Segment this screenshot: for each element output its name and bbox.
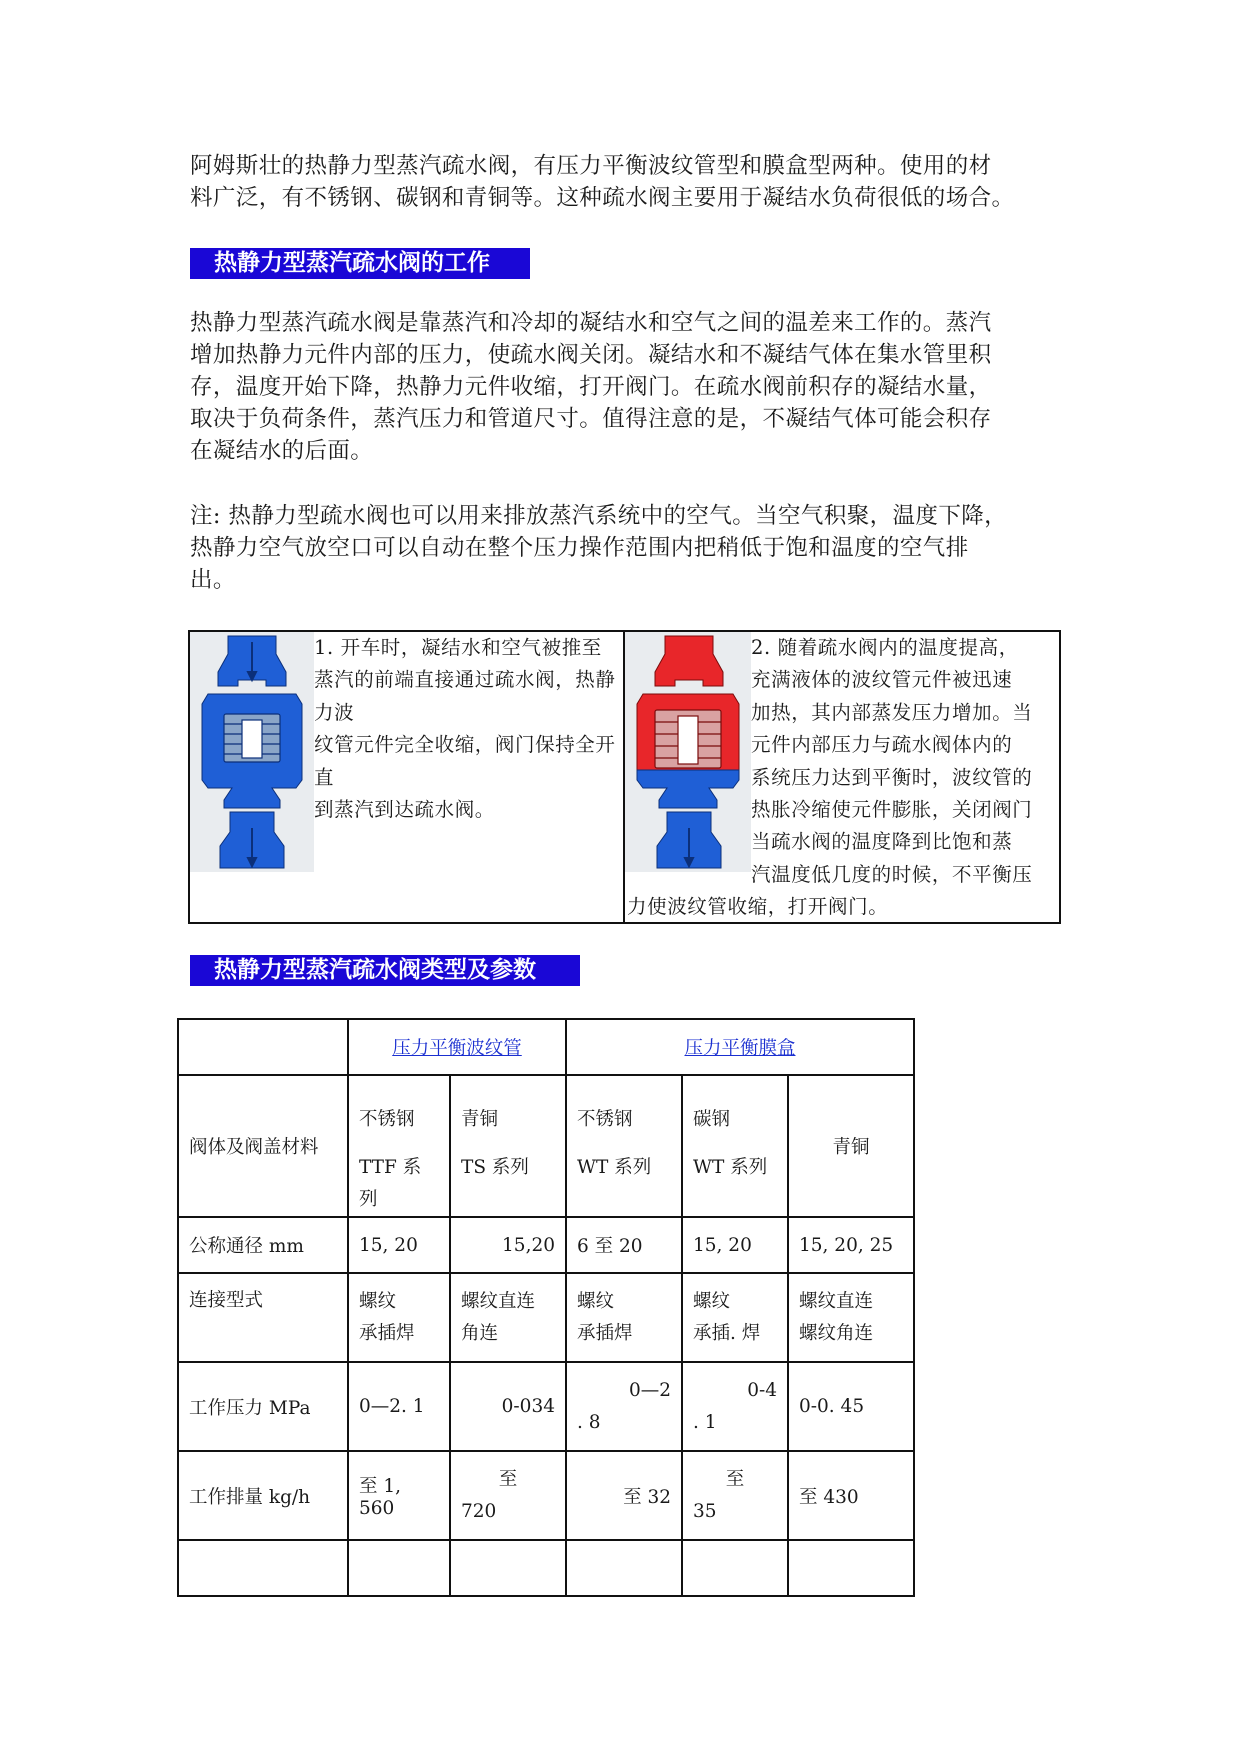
- table-cell: [566, 1362, 682, 1451]
- table-row: [178, 1019, 914, 1075]
- material-cell: 青铜: [788, 1075, 914, 1217]
- empty-cell: [788, 1540, 914, 1596]
- cell-line: 720: [461, 1500, 497, 1522]
- table-row: [178, 1451, 914, 1540]
- right-line: 汽温度低几度的时候，不平衡压: [751, 862, 1033, 886]
- bellows-expanded: [655, 710, 721, 768]
- note-paragraph: [190, 500, 1060, 596]
- row-label: 工作压力 MPa: [178, 1362, 348, 1451]
- cell-line: 螺纹: [577, 1291, 615, 1312]
- row-label: 阀体及阀盖材料: [178, 1075, 348, 1217]
- cell-line: 0-4: [747, 1379, 777, 1401]
- right-line: 热胀冷缩使元件膨胀，关闭阀门: [751, 798, 1033, 822]
- group-header-capsule: [566, 1019, 914, 1075]
- table-cell: 0-034: [450, 1362, 566, 1451]
- table-cell: 6 至 20: [566, 1217, 682, 1273]
- left-line: 到蒸汽到达疏水阀。: [314, 798, 495, 822]
- left-line: 1. 开车时，凝结水和空气被推至: [314, 636, 602, 659]
- row-label: 连接型式: [178, 1273, 348, 1362]
- cell-line: 螺纹: [693, 1291, 731, 1312]
- right-line: 加热，其内部蒸发压力增加。当: [751, 700, 1033, 724]
- body-line: 存，温度开始下降，热静力元件收缩，打开阀门。在疏水阀前积存的凝结水量，: [190, 374, 992, 400]
- illustration-text-left: [314, 632, 620, 826]
- empty-cell: [682, 1540, 788, 1596]
- cell-line: 螺纹直连: [461, 1291, 536, 1312]
- body-line: 在凝结水的后面。: [190, 438, 374, 464]
- intro-line: 阿姆斯壮的热静力型蒸汽疏水阀，有压力平衡波纹管型和膜盒型两种。使用的材: [190, 153, 992, 179]
- bellows-link[interactable]: 压力平衡波纹管: [392, 1038, 522, 1059]
- cell-line: 35: [693, 1500, 717, 1522]
- table-cell: [788, 1273, 914, 1362]
- cell-line: . 1: [693, 1411, 717, 1433]
- cell-line: 承插焊: [359, 1323, 415, 1344]
- table-row: [178, 1217, 914, 1273]
- material-cell: [348, 1075, 450, 1217]
- body-line: 取决于负荷条件，蒸汽压力和管道尺寸。值得注意的是，不凝结气体可能会积存: [190, 406, 992, 432]
- left-line: 蒸汽的前端直接通过疏水阀，热静力波: [314, 668, 616, 724]
- bellows-element: [224, 714, 280, 762]
- cell-line: 角连: [461, 1323, 499, 1344]
- group-header-bellows: [348, 1019, 566, 1075]
- material-name: 不锈钢: [577, 1109, 633, 1130]
- table-cell: 15, 20: [682, 1217, 788, 1273]
- empty-cell: [178, 1540, 348, 1596]
- table-cell: 至 32: [566, 1451, 682, 1540]
- capsule-link[interactable]: 压力平衡膜盒: [684, 1038, 796, 1059]
- table-cell: 15,20: [450, 1217, 566, 1273]
- series-name: WT 系列: [577, 1157, 652, 1178]
- table-cell: 至 430: [788, 1451, 914, 1540]
- right-line: 力使波纹管收缩，打开阀门。: [627, 895, 889, 918]
- table-cell: 至 1, 560: [348, 1451, 450, 1540]
- right-line: 元件内部压力与疏水阀体内的: [751, 733, 1013, 757]
- illustration-table: [188, 630, 1061, 924]
- intro-paragraph: [190, 150, 1060, 214]
- note-line: 出。: [190, 567, 236, 593]
- note-line: 热静力空气放空口可以自动在整个压力操作范围内把稍低于饱和温度的空气排: [190, 535, 969, 561]
- section-heading-working: 热静力型蒸汽疏水阀的工作: [190, 248, 530, 279]
- series-name: TS 系列: [461, 1157, 529, 1178]
- left-line: 纹管元件完全收缩，阀门保持全开直: [314, 733, 616, 789]
- table-cell: [348, 1273, 450, 1362]
- table-row: [178, 1362, 914, 1451]
- right-line: 当疏水阀的温度降到比饱和蒸: [751, 830, 1013, 854]
- section-heading-types: 热静力型蒸汽疏水阀类型及参数: [190, 955, 580, 986]
- body-line: 热静力型蒸汽疏水阀是靠蒸汽和冷却的凝结水和空气之间的温差来工作的。蒸汽: [190, 310, 992, 336]
- cell-line: 至: [498, 1468, 518, 1490]
- row-label: 工作排量 kg/h: [178, 1451, 348, 1540]
- right-line: 2. 随着疏水阀内的温度提高，: [751, 636, 1019, 659]
- cell-line: 承插焊: [577, 1323, 633, 1344]
- right-line: 系统压力达到平衡时，波纹管的: [751, 765, 1033, 789]
- material-name: 青铜: [461, 1109, 499, 1130]
- table-cell: 0-0. 45: [788, 1362, 914, 1451]
- series-name: TTF 系列: [359, 1157, 422, 1210]
- cell-line: 至: [725, 1468, 745, 1490]
- material-cell: [682, 1075, 788, 1217]
- table-cell: 15, 20: [348, 1217, 450, 1273]
- material-cell: [450, 1075, 566, 1217]
- series-name: WT 系列: [693, 1157, 768, 1178]
- cell-line: 承插. 焊: [693, 1323, 761, 1344]
- note-line: 注: 热静力型疏水阀也可以用来排放蒸汽系统中的空气。当空气积聚，温度下降，: [190, 503, 1008, 529]
- row-label: 公称通径 mm: [178, 1217, 348, 1273]
- trap-open-illustration: [190, 632, 314, 872]
- table-cell: 0—2. 1: [348, 1362, 450, 1451]
- table-cell: [682, 1362, 788, 1451]
- empty-cell: [566, 1540, 682, 1596]
- table-cell: [450, 1451, 566, 1540]
- table-cell: [682, 1451, 788, 1540]
- cell-line: 0—2: [628, 1379, 671, 1401]
- table-row: [178, 1075, 914, 1217]
- params-table: [177, 1018, 915, 1597]
- table-corner-cell: [178, 1019, 348, 1075]
- material-name: 碳钢: [693, 1109, 731, 1130]
- table-cell: [566, 1273, 682, 1362]
- intro-line: 料广泛，有不锈钢、碳钢和青铜等。这种疏水阀主要用于凝结水负荷很低的场合。: [190, 185, 1015, 211]
- cell-line: 螺纹: [359, 1291, 397, 1312]
- cell-line: . 8: [577, 1411, 601, 1433]
- empty-cell: [450, 1540, 566, 1596]
- empty-cell: [348, 1540, 450, 1596]
- illustration-text-right: [751, 632, 1059, 891]
- table-row: [178, 1273, 914, 1362]
- cell-line: 螺纹角连: [799, 1323, 874, 1344]
- table-cell: 15, 20, 25: [788, 1217, 914, 1273]
- body-line: 增加热静力元件内部的压力，使疏水阀关闭。凝结水和不凝结气体在集水管里积: [190, 342, 992, 368]
- table-cell: [450, 1273, 566, 1362]
- material-cell: [566, 1075, 682, 1217]
- trap-closed-illustration: [625, 632, 751, 872]
- table-cell: [682, 1273, 788, 1362]
- illustration-text-right-tail: [627, 891, 1057, 923]
- table-row: [178, 1540, 914, 1596]
- right-line: 充满液体的波纹管元件被迅速: [751, 668, 1013, 692]
- material-name: 不锈钢: [359, 1109, 415, 1130]
- cell-line: 螺纹直连: [799, 1291, 874, 1312]
- working-paragraph: [190, 307, 1060, 467]
